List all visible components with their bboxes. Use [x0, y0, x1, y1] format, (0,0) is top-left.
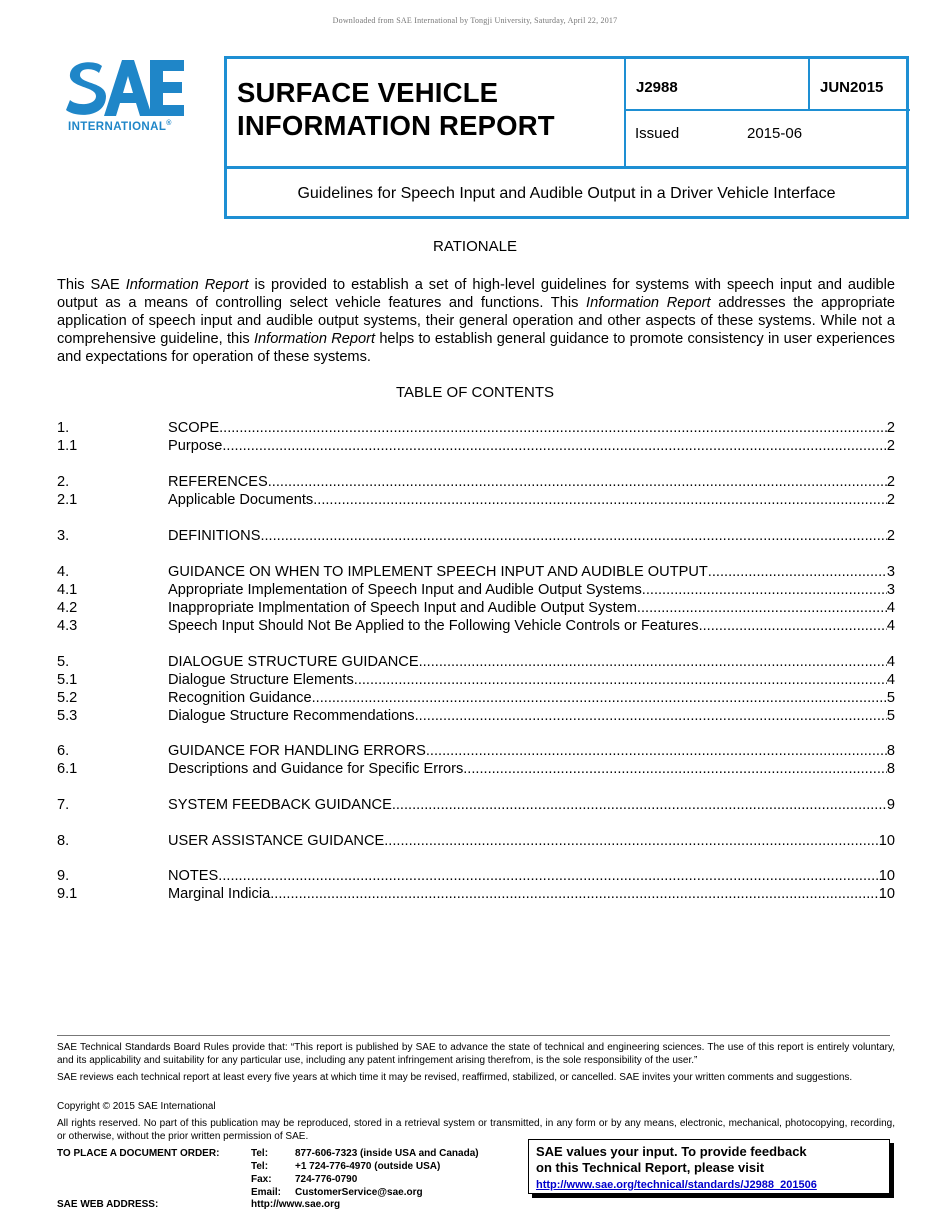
toc-entry[interactable]: 1.1 Purpose ..... 2 — [57, 437, 895, 455]
toc-entry[interactable]: 1. SCOPE ..... 2 — [57, 419, 895, 437]
issued-label: Issued — [635, 125, 680, 142]
board-rules-text: SAE Technical Standards Board Rules provide that: “This report is published by SAE to advance the state of technical and engineering sciences. The use of this report is entirely voluntary, and its applicability and suitability for any particular use, including any patent infringement arising therefrom, is the sole responsibility of the user.” — [57, 1042, 895, 1066]
toc-entry[interactable]: 4.2 Inappropriate Implmentation of Speech Input and Audible Output System ..... 4 — [57, 599, 895, 617]
toc-entry[interactable]: 5.2 Recognition Guidance ..... 5 — [57, 689, 895, 707]
toc-entry[interactable]: 7. SYSTEM FEEDBACK GUIDANCE ..... 9 — [57, 796, 895, 814]
toc-entry[interactable]: 2.1 Applicable Documents ..... 2 — [57, 491, 895, 509]
sae-wordmark-graphic — [66, 58, 186, 118]
contact-fax: Fax: 724-776-0790 — [251, 1174, 358, 1185]
feedback-link[interactable]: http://www.sae.org/technical/standards/J2988_201506 — [536, 1179, 817, 1191]
contact-tel-intl: Tel: +1 724-776-4970 (outside USA) — [251, 1161, 441, 1172]
review-policy-text: SAE reviews each technical report at least every five years at which time it may be revised, reaffirmed, stabilized, or cancelled. SAE invites your written comments and suggestions. — [57, 1072, 853, 1083]
copyright-text: Copyright © 2015 SAE International — [57, 1101, 216, 1112]
toc-entry[interactable]: 4.3 Speech Input Should Not Be Applied to the Following Vehicle Controls or Features ..... 4 — [57, 617, 895, 635]
rights-text: All rights reserved. No part of this publication may be reproduced, stored in a retrieval system or transmitted, in any form or by any means, electronic, mechanical, photocopying, recording, or otherwise, without the prior written permission of SAE. — [57, 1118, 895, 1142]
contact-email[interactable]: Email: CustomerService@sae.org — [251, 1187, 423, 1198]
toc-entry[interactable]: 5.3 Dialogue Structure Recommendations ..... 5 — [57, 707, 895, 725]
toc-entry[interactable]: 6.1 Descriptions and Guidance for Specific Errors ..... 8 — [57, 760, 895, 778]
rationale-paragraph: This SAE Information Report is provided to establish a set of high-level guidelines for systems with speech input and audible output as a means of controlling select vehicle features and functions. This Information Report addresses the appropriate application of speech input and audible output systems, their general operation and other aspects of these systems. While not a comprehensive guideline, this Information Report helps to establish general guidance to promote consistency in user experiences and expectations for operation of these systems. — [57, 277, 895, 365]
document-subtitle: Guidelines for Speech Input and Audible Output in a Driver Vehicle Interface — [297, 185, 836, 202]
toc-entry[interactable]: 9.1 Marginal Indicia ..... 10 — [57, 885, 895, 903]
feedback-line2: on this Technical Report, please visit — [536, 1160, 765, 1175]
toc-entry[interactable]: 5. DIALOGUE STRUCTURE GUIDANCE ..... 4 — [57, 653, 895, 671]
toc-entry[interactable]: 4.1 Appropriate Implementation of Speech Input and Audible Output Systems ..... 3 — [57, 581, 895, 599]
rationale-heading: RATIONALE — [433, 238, 517, 255]
web-address-link[interactable]: http://www.sae.org — [251, 1199, 341, 1210]
toc-entry[interactable]: 2. REFERENCES ..... 2 — [57, 473, 895, 491]
download-watermark: Downloaded from SAE International by Tongji University, Saturday, April 22, 2017 — [332, 16, 618, 25]
header-box — [224, 56, 909, 219]
toc-entry[interactable]: 5.1 Dialogue Structure Elements ..... 4 — [57, 671, 895, 689]
web-address-label: SAE WEB ADDRESS: — [57, 1199, 159, 1210]
feedback-line1: SAE values your input. To provide feedback — [536, 1144, 807, 1159]
toc-entry[interactable]: 4. GUIDANCE ON WHEN TO IMPLEMENT SPEECH INPUT AND AUDIBLE OUTPUT ..... 3 — [57, 563, 895, 581]
order-label: TO PLACE A DOCUMENT ORDER: — [57, 1148, 220, 1159]
toc-heading: TABLE OF CONTENTS — [395, 384, 555, 401]
issued-date: 2015-06 — [747, 125, 803, 142]
report-type-title: SURFACE VEHICLE INFORMATION REPORT — [237, 77, 555, 141]
toc-entry[interactable]: 6. GUIDANCE FOR HANDLING ERRORS ..... 8 — [57, 742, 895, 760]
footer-divider — [57, 1035, 890, 1036]
sae-logo — [66, 58, 196, 138]
contact-tel-usa: Tel: 877-606-7323 (inside USA and Canada) — [251, 1148, 479, 1159]
toc-entry[interactable]: 8. USER ASSISTANCE GUIDANCE ..... 10 — [57, 832, 895, 850]
feedback-box — [528, 1139, 890, 1194]
document-date: JUN2015 — [820, 79, 884, 96]
logo-subtext: INTERNATIONAL® — [68, 120, 172, 133]
toc-entry[interactable]: 3. DEFINITIONS ..... 2 — [57, 527, 895, 545]
toc-entry[interactable]: 9. NOTES ..... 10 — [57, 867, 895, 885]
document-number: J2988 — [636, 79, 678, 96]
